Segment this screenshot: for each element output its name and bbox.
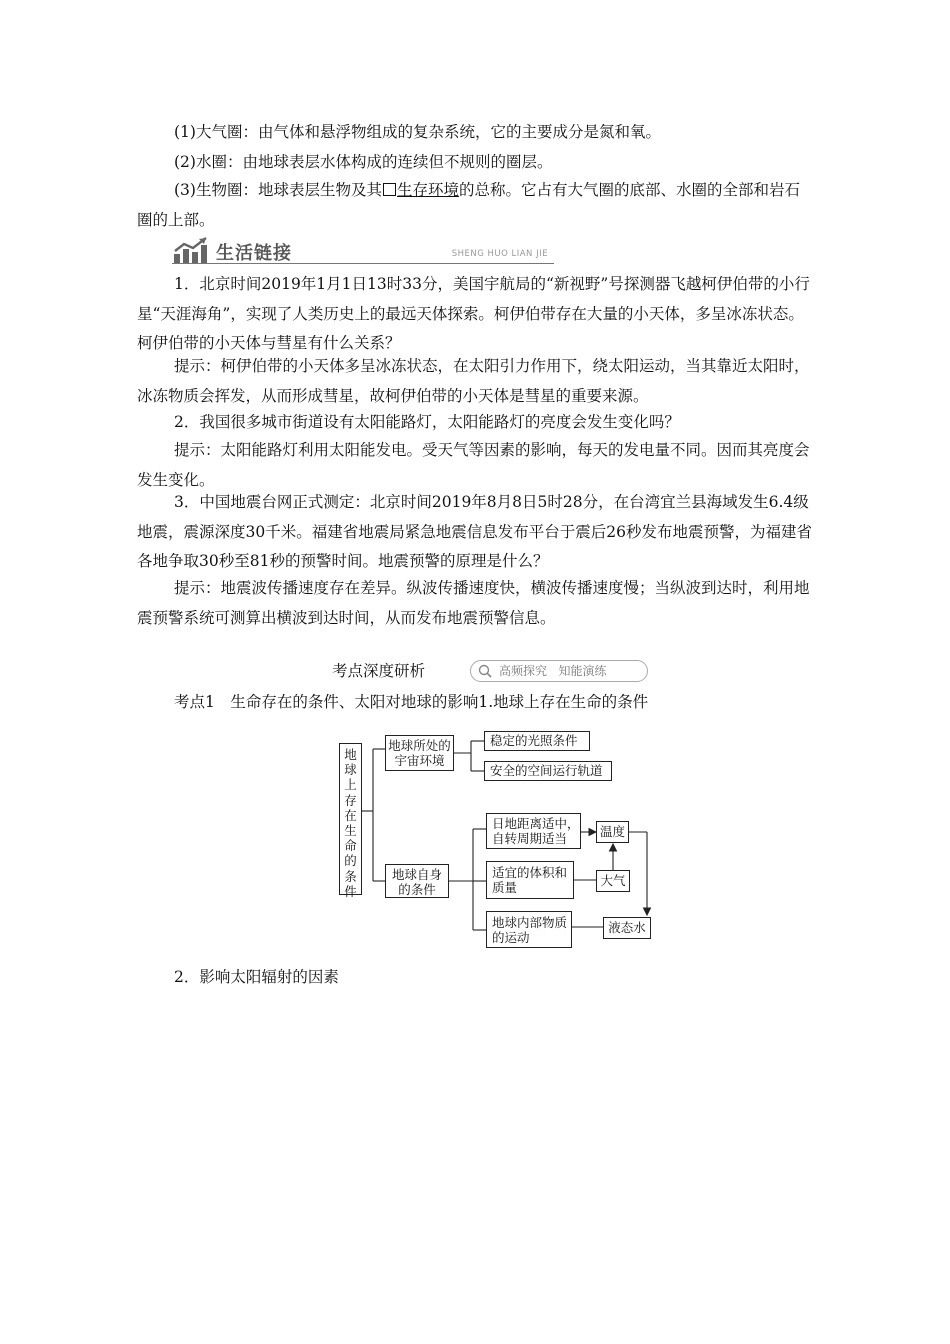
biosphere-text-a: (3)生物圈：地球表层生物及其 [174, 181, 382, 199]
biosphere-text-b: 的总称。它占有大气圈的底部、水圈的全部和岩石圈的上部。 [137, 181, 800, 229]
question-1: 1．北京时间2019年1月1日13时33分，美国宇航局的“新视野”号探测器飞越柯伊伯带的小行星“天涯海角”，实现了人类历史上的最远天体探索。柯伊伯带存在大量的小天体，多呈冰冻状态。柯伊伯带的小天体与彗星有什么关系？ [137, 275, 810, 352]
section-banner [172, 236, 554, 268]
diagram-universe-node: 地球所处的宇宙环境 [385, 735, 454, 771]
diagram-distance-node: 日地距离适中，自转周期适当 [486, 813, 581, 849]
diagram-water-node: 液态水 [603, 917, 651, 939]
banner-rule [172, 263, 554, 264]
section-pill [470, 660, 648, 682]
magnifier-icon [477, 664, 495, 678]
diagram-atmosphere-node: 大气 [596, 870, 630, 892]
diagram-root-node [339, 743, 362, 899]
diagram-orbit-node: 安全的空间运行轨道 [484, 761, 612, 781]
banner-title: 生活链接 [216, 243, 292, 264]
paragraph-hydrosphere: (2)水圈：由地球表层水体构成的连续但不规则的圈层。 [174, 153, 553, 171]
factors-item: 2．影响太阳辐射的因素 [174, 968, 339, 986]
diagram-root-label: 地球上存在生命的条件 [344, 747, 357, 899]
chart-trend-icon [172, 236, 210, 266]
life-conditions-diagram [336, 731, 656, 951]
diagram-self-node: 地球自身的条件 [385, 864, 449, 898]
diagram-size-node: 适宜的体积和质量 [486, 861, 574, 899]
banner-pinyin: SHENG HUO LIAN JIE [451, 249, 548, 259]
answer-2: 提示：太阳能路灯利用太阳能发电。受天气等因素的影响，每天的发电量不同。因而其亮度会发生变化。 [137, 441, 810, 489]
paragraph-atmosphere: (1)大气圈：由气体和悬浮物组成的复杂系统，它的主要成分是氮和氧。 [174, 123, 661, 141]
answer-3: 提示：地震波传播速度存在差异。纵波传播速度快，横波传播速度慢；当纵波到达时，利用地震预警系统可测算出横波到达时间，从而发布地震预警信息。 [137, 579, 810, 627]
diagram-interior-node: 地球内部物质的运动 [486, 911, 572, 948]
kaodian-title: 考点1 生命存在的条件、太阳对地球的影响1.地球上存在生命的条件 [174, 693, 649, 711]
biosphere-underlined: 生存环境 [396, 181, 459, 199]
section-pill-text: 高频探究 知能演练 [499, 664, 607, 678]
answer-1: 提示：柯伊伯带的小天体多呈冰冻状态，在太阳引力作用下，绕太阳运动，当其靠近太阳时，冰冻物质会挥发，从而形成彗星，故柯伊伯带的小天体是彗星的重要来源。 [137, 357, 810, 405]
paragraph-biosphere [137, 176, 815, 235]
blank-box-icon [383, 183, 396, 196]
question-3: 3．中国地震台网正式测定：北京时间2019年8月8日5时28分，在台湾宜兰县海域发生6.4级地震，震源深度30千米。福建省地震局紧急地震信息发布平台于震后26秒发布地震预警，为福建省各地争取30秒至81秒的预警时间。地震预警的原理是什么？ [137, 493, 812, 570]
section-heading: 考点深度研析 [332, 662, 426, 680]
diagram-temperature-node: 温度 [596, 821, 629, 843]
diagram-light-node: 稳定的光照条件 [484, 731, 590, 751]
question-2: 2．我国很多城市街道设有太阳能路灯，太阳能路灯的亮度会发生变化吗？ [174, 413, 680, 431]
